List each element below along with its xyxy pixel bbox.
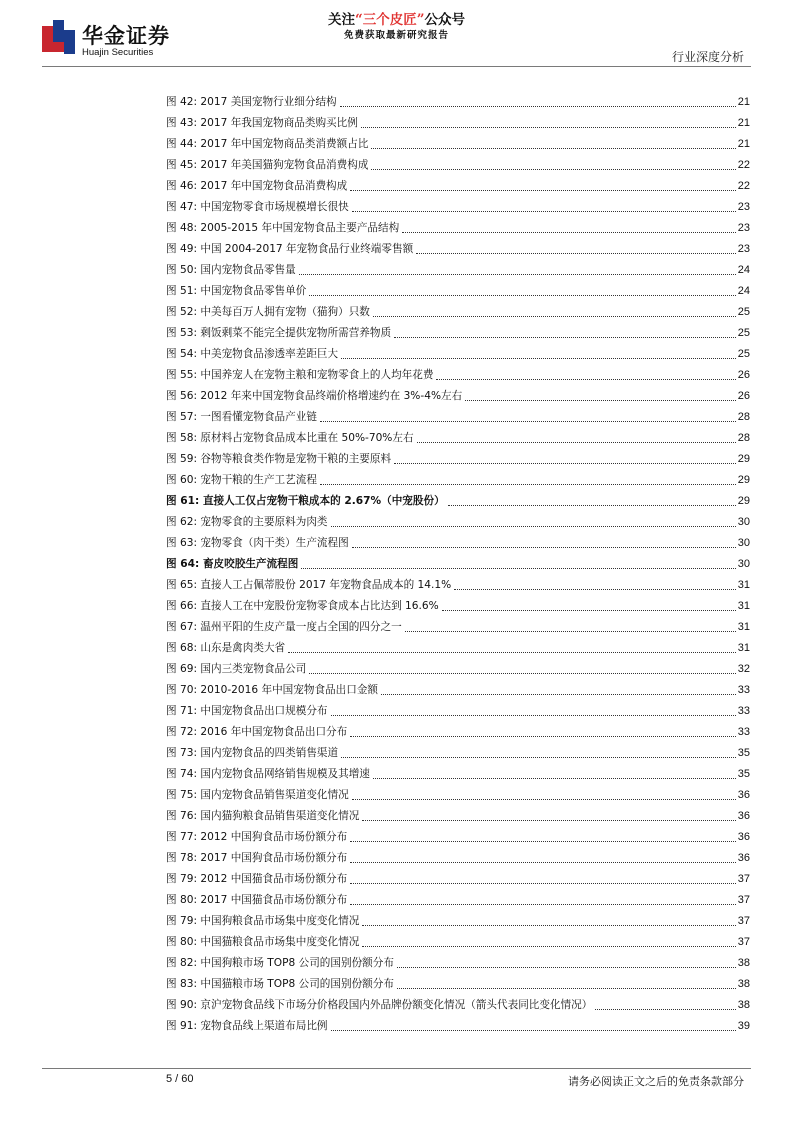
toc-entry-page: 37 [737, 894, 750, 906]
toc-entry[interactable] [166, 235, 750, 256]
toc-entry-label: 图 76: 国内猫狗粮食品销售渠道变化情况 [166, 810, 360, 822]
toc-entry-label: 图 71: 中国宠物食品出口规模分布 [166, 705, 328, 717]
toc-dot-leader [350, 861, 736, 863]
toc-entry-page: 31 [737, 642, 750, 654]
toc-entry-label: 图 77: 2012 中国狗食品市场份额分布 [166, 831, 348, 843]
toc-entry[interactable] [166, 466, 750, 487]
toc-entry[interactable] [166, 907, 750, 928]
toc-entry-label: 图 69: 国内三类宠物食品公司 [166, 663, 307, 675]
toc-dot-leader [350, 735, 736, 737]
toc-entry[interactable] [166, 781, 750, 802]
toc-entry-page: 33 [737, 684, 750, 696]
toc-entry-label: 图 68: 山东是禽肉类大省 [166, 642, 286, 654]
toc-entry[interactable] [166, 151, 750, 172]
toc-entry-label: 图 61: 直接人工仅占宠物干粮成本的 2.67%（中宠股份） [166, 495, 445, 507]
toc-dot-leader [350, 903, 736, 905]
toc-entry-page: 28 [737, 432, 750, 444]
toc-entry[interactable] [166, 949, 750, 970]
toc-dot-leader [361, 126, 736, 128]
toc-entry-page: 25 [737, 306, 750, 318]
toc-entry[interactable] [166, 193, 750, 214]
toc-entry[interactable] [166, 403, 750, 424]
toc-dot-leader [320, 420, 736, 422]
toc-entry[interactable] [166, 865, 750, 886]
toc-entry-page: 25 [737, 327, 750, 339]
toc-entry[interactable] [166, 886, 750, 907]
toc-dot-leader [309, 672, 735, 674]
toc-entry[interactable] [166, 676, 750, 697]
toc-entry-page: 29 [737, 453, 750, 465]
toc-entry-page: 39 [737, 1020, 750, 1032]
report-type: 行业深度分析 [671, 50, 744, 64]
toc-entry-page: 37 [737, 915, 750, 927]
toc-dot-leader [373, 777, 736, 779]
toc-entry-page: 30 [737, 516, 750, 528]
promo-line-2: 免费获取最新研究报告 [343, 30, 449, 41]
toc-entry-page: 23 [737, 201, 750, 213]
toc-entry-label: 图 48: 2005-2015 年中国宠物食品主要产品结构 [166, 222, 400, 234]
toc-entry[interactable] [166, 802, 750, 823]
promo-prefix: 关注 [327, 12, 355, 28]
toc-entry-page: 32 [737, 663, 750, 675]
toc-entry-page: 29 [737, 474, 750, 486]
toc-dot-leader [362, 945, 735, 947]
toc-entry-label: 图 49: 中国 2004-2017 年宠物食品行业终端零售额 [166, 243, 414, 255]
brand-name-en: Huajin Securities [82, 47, 154, 58]
toc-entry-page: 35 [737, 747, 750, 759]
toc-entry[interactable] [166, 991, 750, 1012]
toc-entry-label: 图 58: 原材料占宠物食品成本比重在 50%-70%左右 [166, 432, 414, 444]
toc-entry-page: 31 [737, 579, 750, 591]
toc-entry-label: 图 91: 宠物食品线上渠道布局比例 [166, 1020, 328, 1032]
toc-dot-leader [417, 441, 736, 443]
toc-dot-leader [309, 294, 735, 296]
footer-divider [42, 1068, 751, 1069]
toc-entry-label: 图 79: 中国狗粮食品市场集中度变化情况 [166, 915, 360, 927]
toc-entry[interactable] [166, 382, 750, 403]
toc-dot-leader [331, 1029, 736, 1031]
toc-entry[interactable] [166, 970, 750, 991]
toc-entry-page: 21 [737, 138, 750, 150]
toc-dot-leader [341, 756, 736, 758]
toc-entry-label: 图 45: 2017 年美国猫狗宠物食品消费构成 [166, 159, 369, 171]
toc-entry-page: 37 [737, 873, 750, 885]
toc-entry-page: 33 [737, 705, 750, 717]
toc-dot-leader [397, 966, 736, 968]
toc-entry[interactable] [166, 361, 750, 382]
toc-entry[interactable] [166, 487, 750, 508]
toc-dot-leader [416, 252, 736, 254]
toc-entry[interactable] [166, 445, 750, 466]
toc-dot-leader [301, 567, 735, 569]
toc-entry-label: 图 82: 中国狗粮市场 TOP8 公司的国别份额分布 [166, 957, 394, 969]
toc-entry-label: 图 56: 2012 年来中国宠物食品终端价格增速约在 3%-4%左右 [166, 390, 463, 402]
toc-dot-leader [362, 819, 735, 821]
toc-entry-label: 图 43: 2017 年我国宠物商品类购买比例 [166, 117, 358, 129]
toc-entry-label: 图 44: 2017 年中国宠物商品类消费额占比 [166, 138, 369, 150]
toc-entry-page: 31 [737, 600, 750, 612]
toc-entry-page: 35 [737, 768, 750, 780]
toc-entry[interactable] [166, 256, 750, 277]
toc-dot-leader [454, 588, 736, 590]
toc-dot-leader [299, 273, 736, 275]
toc-entry-label: 图 62: 宠物零食的主要原料为肉类 [166, 516, 328, 528]
toc-entry-label: 图 74: 国内宠物食品网络销售规模及其增速 [166, 768, 370, 780]
page-header [0, 0, 793, 70]
toc-entry[interactable] [166, 1012, 750, 1033]
toc-dot-leader [350, 189, 736, 191]
toc-entry[interactable] [166, 823, 750, 844]
toc-entry[interactable] [166, 655, 750, 676]
brand-name-cn: 华金证券 [82, 24, 170, 48]
toc-entry-label: 图 78: 2017 中国狗食品市场份额分布 [166, 852, 348, 864]
toc-dot-leader [381, 693, 736, 695]
toc-dot-leader [320, 483, 736, 485]
toc-entry[interactable] [166, 928, 750, 949]
toc-entry-page: 22 [737, 159, 750, 171]
toc-dot-leader [595, 1008, 735, 1010]
toc-dot-leader [350, 840, 736, 842]
toc-entry[interactable] [166, 697, 750, 718]
toc-entry-label: 图 46: 2017 年中国宠物食品消费构成 [166, 180, 348, 192]
toc-entry[interactable] [166, 760, 750, 781]
toc-entry-label: 图 65: 直接人工占佩蒂股份 2017 年宠物食品成本的 14.1% [166, 579, 452, 591]
toc-entry[interactable] [166, 298, 750, 319]
toc-entry-page: 21 [737, 96, 750, 108]
toc-entry-label: 图 75: 国内宠物食品销售渠道变化情况 [166, 789, 349, 801]
toc-dot-leader [448, 504, 736, 506]
toc-entry[interactable] [166, 739, 750, 760]
toc-entry-label: 图 80: 2017 中国猫食品市场份额分布 [166, 894, 348, 906]
toc-entry-label: 图 72: 2016 年中国宠物食品出口分布 [166, 726, 348, 738]
promo-line-1 [0, 8, 793, 28]
toc-entry[interactable] [166, 277, 750, 298]
toc-entry-label: 图 79: 2012 中国猫食品市场份额分布 [166, 873, 348, 885]
toc-entry-label: 图 80: 中国猫粮食品市场集中度变化情况 [166, 936, 360, 948]
footer-disclaimer: 请务必阅读正文之后的免责条款部分 [568, 1075, 744, 1088]
toc-dot-leader [331, 714, 736, 716]
page-number: 5 / 60 [166, 1073, 194, 1085]
toc-entry-page: 36 [737, 831, 750, 843]
toc-entry[interactable] [166, 319, 750, 340]
toc-entry-label: 图 59: 谷物等粮食类作物是宠物干粮的主要原料 [166, 453, 392, 465]
toc-entry-page: 21 [737, 117, 750, 129]
toc-entry[interactable] [166, 214, 750, 235]
toc-entry[interactable] [166, 424, 750, 445]
toc-entry-label: 图 55: 中国养宠人在宠物主粮和宠物零食上的人均年花费 [166, 369, 434, 381]
figure-list [166, 88, 750, 1033]
toc-entry-page: 28 [737, 411, 750, 423]
toc-entry-label: 图 51: 中国宠物食品零售单价 [166, 285, 307, 297]
toc-entry-label: 图 67: 温州平阳的生皮产量一度占全国的四分之一 [166, 621, 402, 633]
toc-dot-leader [371, 168, 735, 170]
toc-dot-leader [397, 987, 736, 989]
toc-entry-page: 26 [737, 390, 750, 402]
toc-dot-leader [341, 357, 736, 359]
toc-dot-leader [350, 882, 736, 884]
toc-entry-page: 38 [737, 978, 750, 990]
toc-entry-label: 图 63: 宠物零食（肉干类）生产流程图 [166, 537, 349, 549]
toc-entry-label: 图 60: 宠物干粮的生产工艺流程 [166, 474, 317, 486]
toc-entry-label: 图 66: 直接人工在中宠股份宠物零食成本占比达到 16.6% [166, 600, 439, 612]
toc-entry-page: 30 [737, 537, 750, 549]
toc-entry-label: 图 73: 国内宠物食品的四类销售渠道 [166, 747, 339, 759]
toc-entry[interactable] [166, 130, 750, 151]
toc-entry-page: 36 [737, 852, 750, 864]
toc-dot-leader [362, 924, 735, 926]
toc-dot-leader [442, 609, 736, 611]
toc-entry-page: 29 [737, 495, 750, 507]
toc-dot-leader [373, 315, 736, 317]
toc-entry-page: 36 [737, 810, 750, 822]
toc-entry-label: 图 47: 中国宠物零食市场规模增长很快 [166, 201, 349, 213]
toc-dot-leader [288, 651, 736, 653]
toc-entry-page: 24 [737, 285, 750, 297]
toc-dot-leader [331, 525, 736, 527]
toc-entry-page: 30 [737, 558, 750, 570]
toc-entry-label: 图 52: 中美每百万人拥有宠物（猫狗）只数 [166, 306, 370, 318]
toc-entry-page: 36 [737, 789, 750, 801]
toc-entry-label: 图 42: 2017 美国宠物行业细分结构 [166, 96, 337, 108]
toc-entry-label: 图 53: 剩饭剩菜不能完全提供宠物所需营养物质 [166, 327, 392, 339]
toc-entry[interactable] [166, 109, 750, 130]
toc-entry-label: 图 83: 中国猫粮市场 TOP8 公司的国别份额分布 [166, 978, 394, 990]
toc-entry[interactable] [166, 571, 750, 592]
toc-entry[interactable] [166, 844, 750, 865]
toc-entry[interactable] [166, 88, 750, 109]
toc-entry-page: 23 [737, 222, 750, 234]
toc-entry-page: 33 [737, 726, 750, 738]
toc-entry[interactable] [166, 529, 750, 550]
toc-dot-leader [394, 336, 736, 338]
toc-entry-page: 24 [737, 264, 750, 276]
toc-entry-page: 23 [737, 243, 750, 255]
toc-dot-leader [352, 546, 736, 548]
toc-entry[interactable] [166, 172, 750, 193]
toc-entry-label: 图 57: 一图看懂宠物食品产业链 [166, 411, 317, 423]
toc-entry-page: 22 [737, 180, 750, 192]
toc-entry[interactable] [166, 718, 750, 739]
toc-entry-page: 38 [737, 999, 750, 1011]
header-divider [42, 66, 751, 67]
toc-entry[interactable] [166, 613, 750, 634]
toc-dot-leader [405, 630, 736, 632]
toc-entry[interactable] [166, 634, 750, 655]
toc-entry-page: 37 [737, 936, 750, 948]
promo-highlight: “三个皮匠” [354, 12, 425, 28]
promo-suffix: 公众号 [424, 12, 466, 28]
toc-entry[interactable] [166, 508, 750, 529]
toc-dot-leader [465, 399, 736, 401]
toc-dot-leader [436, 378, 735, 380]
toc-entry-label: 图 54: 中美宠物食品渗透率差距巨大 [166, 348, 339, 360]
toc-entry-page: 25 [737, 348, 750, 360]
toc-dot-leader [402, 231, 736, 233]
toc-dot-leader [340, 105, 736, 107]
toc-dot-leader [352, 798, 736, 800]
toc-entry[interactable] [166, 340, 750, 361]
toc-dot-leader [394, 462, 736, 464]
toc-dot-leader [371, 147, 735, 149]
toc-entry[interactable] [166, 592, 750, 613]
toc-dot-leader [352, 210, 736, 212]
toc-entry-label: 图 90: 京沪宠物食品线下市场分价格段国内外品牌份额变化情况（箭头代表同比变化情况） [166, 999, 593, 1011]
toc-entry-label: 图 64: 畜皮咬胶生产流程图 [166, 558, 299, 570]
toc-entry-page: 31 [737, 621, 750, 633]
toc-entry-page: 26 [737, 369, 750, 381]
toc-entry-page: 38 [737, 957, 750, 969]
toc-entry-label: 图 70: 2010-2016 年中国宠物食品出口金额 [166, 684, 379, 696]
toc-entry[interactable] [166, 550, 750, 571]
toc-entry-label: 图 50: 国内宠物食品零售量 [166, 264, 296, 276]
